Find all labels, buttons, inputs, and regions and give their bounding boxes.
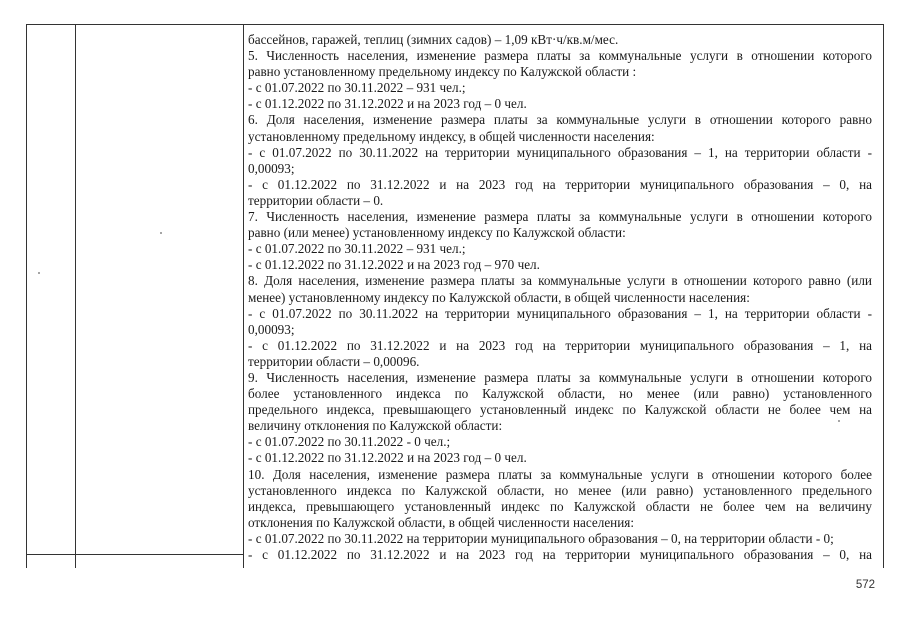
text-line: 0,00093; [248,321,295,337]
text-line: предельного индекса, превышающего установленный индекс по Калужской области не более чем на [248,402,872,418]
text-line: установленному предельному индексу, в общей численности населения: [248,128,655,144]
text-line: 0,00093; [248,160,295,176]
scan-speck [160,232,162,234]
text-line: - с 01.12.2022 по 31.12.2022 и на 2023 год – 0 чел. [248,96,527,112]
text-line: - с 01.12.2022 по 31.12.2022 и на 2023 год на территории муниципального образования – 0, на [248,176,872,192]
document-text-cell [248,32,872,563]
page-number: 572 [855,579,875,591]
text-line: - с 01.07.2022 по 30.11.2022 на территории муниципального образования – 0, на территории области - 0; [248,530,834,546]
text-line: - с 01.12.2022 по 31.12.2022 и на 2023 год – 970 чел. [248,257,540,273]
text-line: равно установленному предельному индексу по Калужской области : [248,64,637,80]
table-top-border [27,24,883,25]
scan-speck [838,420,840,422]
text-line: 5. Численность населения, изменение размера платы за коммунальные услуги в отношении которого [248,48,872,64]
text-line: территории области – 0,00096. [248,353,420,369]
column-divider-1 [75,24,76,568]
text-line: - с 01.12.2022 по 31.12.2022 и на 2023 год на территории муниципального образования – 1, на [248,337,872,353]
text-line: 7. Численность населения, изменение размера платы за коммунальные услуги в отношении которого [248,209,872,225]
text-line: 9. Численность населения, изменение размера платы за коммунальные услуги в отношении которого [248,369,872,385]
text-line: более установленного индекса по Калужской области, но менее (или равно) установленного [248,386,872,402]
text-line: - с 01.07.2022 по 30.11.2022 - 0 чел.; [248,434,451,450]
text-line: - с 01.07.2022 по 30.11.2022 на территории муниципального образования – 1, на территории области - [248,144,872,160]
text-line: менее) установленному индексу по Калужской области, в общей численности населения: [248,289,750,305]
column-divider-2 [243,24,244,568]
text-line: - с 01.07.2022 по 30.11.2022 – 931 чел.; [248,80,466,96]
text-line: - с 01.07.2022 по 30.11.2022 – 931 чел.; [248,241,466,257]
row-bottom-border [27,554,243,555]
text-line: 6. Доля населения, изменение размера платы за коммунальные услуги в отношении которого равно [248,112,872,128]
text-line: индекса, превышающего установленный индекс по Калужской области не более чем на величину [248,498,872,514]
text-line: - с 01.12.2022 по 31.12.2022 и на 2023 год – 0 чел. [248,450,527,466]
scan-speck [38,272,40,274]
text-line: отклонения по Калужской области, в общей численности населения: [248,514,635,530]
text-line: территории области – 0. [248,192,384,208]
text-line: равно (или менее) установленному индексу по Калужской области: [248,225,626,241]
text-line: - с 01.07.2022 по 30.11.2022 на территории муниципального образования – 1, на территории области - [248,305,872,321]
text-line: 8. Доля населения, изменение размера платы за коммунальные услуги в отношении которого равно (или [248,273,872,289]
text-line: - с 01.12.2022 по 31.12.2022 и на 2023 год на территории муниципального образования – 0, на [248,547,872,562]
text-line: 10. Доля населения, изменение размера платы за коммунальные услуги в отношении которого более [248,466,872,482]
text-line: величину отклонения по Калужской области: [248,418,503,434]
text-line: установленного индекса по Калужской области, но менее (или равно) установленного предельного [248,482,872,498]
text-line: бассейнов, гаражей, теплиц (зимних садов) – 1,09 кВт·ч/кв.м/мес. [248,32,619,47]
